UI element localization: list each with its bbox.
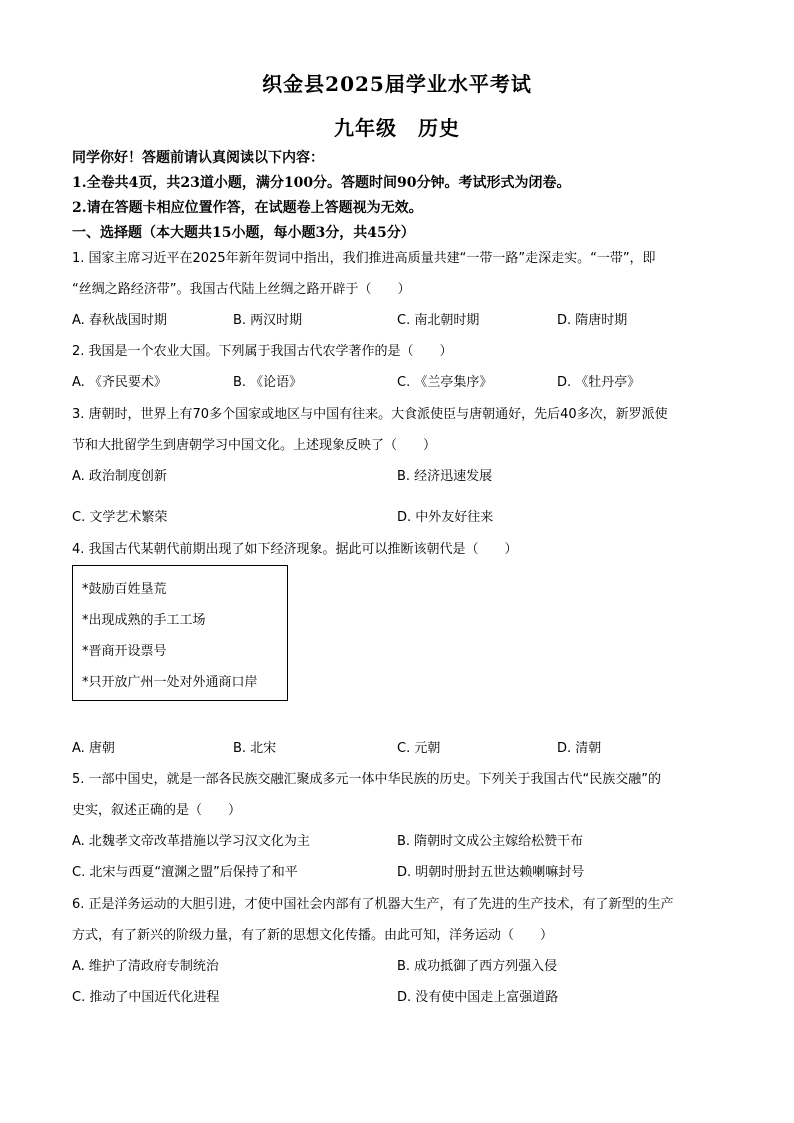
q4-option-d[interactable]: D. 清朝 <box>557 741 602 756</box>
notice-rule-1: 1.全卷共4页，共23道小题，满分100分。答题时间90分钟。考试形式为闭卷。 <box>72 175 571 191</box>
q6-option-c[interactable]: C. 推动了中国近代化进程 <box>72 990 220 1005</box>
q3-option-c[interactable]: C. 文学艺术繁荣 <box>72 510 168 525</box>
q4-material-box <box>72 565 288 701</box>
q4-material-item-1: *鼓励百姓垦荒 <box>82 582 167 597</box>
q4-option-a[interactable]: A. 唐朝 <box>72 741 115 756</box>
q1-option-d[interactable]: D. 隋唐时期 <box>557 313 628 328</box>
notice-greeting: 同学你好！答题前请认真阅读以下内容： <box>72 150 324 166</box>
question-1-line-1: 1. 国家主席习近平在2025年新年贺词中指出，我们推进高质量共建“一带一路”走深走实。“一带”，即 <box>72 251 656 266</box>
question-6-line-2: 方式，有了新兴的阶级力量，有了新的思想文化传播。由此可知，洋务运动（ ） <box>72 928 554 943</box>
exam-title: 织金县2025届学业水平考试 <box>262 72 532 96</box>
q3-option-b[interactable]: B. 经济迅速发展 <box>397 469 493 484</box>
q2-option-a[interactable]: A. 《齐民要术》 <box>72 375 167 390</box>
q6-option-a[interactable]: A. 维护了清政府专制统治 <box>72 959 219 974</box>
q6-option-b[interactable]: B. 成功抵御了西方列强入侵 <box>397 959 558 974</box>
q1-option-b[interactable]: B. 两汉时期 <box>233 313 303 328</box>
question-3-line-2: 节和大批留学生到唐朝学习中国文化。上述现象反映了（ ） <box>72 438 437 453</box>
question-1-line-2: “丝绸之路经济带”。我国古代陆上丝绸之路开辟于（ ） <box>72 282 411 297</box>
question-2-line-1: 2. 我国是一个农业大国。下列属于我国古代农学著作的是（ ） <box>72 344 453 359</box>
q5-option-a[interactable]: A. 北魏孝文帝改革措施以学习汉文化为主 <box>72 834 310 849</box>
question-4-line-1: 4. 我国古代某朝代前期出现了如下经济现象。据此可以推断该朝代是（ ） <box>72 542 518 557</box>
q4-option-c[interactable]: C. 元朝 <box>397 741 441 756</box>
q4-material-item-2: *出现成熟的手工工场 <box>82 613 206 628</box>
q6-option-d[interactable]: D. 没有使中国走上富强道路 <box>397 990 559 1005</box>
exam-subtitle: 九年级 历史 <box>334 116 460 140</box>
question-5-line-1: 5. 一部中国史，就是一部各民族交融汇聚成多元一体中华民族的历史。下列关于我国古代“民族交融”的 <box>72 772 662 787</box>
section-heading: 一、选择题（本大题共15小题，每小题3分，共45分） <box>72 225 415 241</box>
q2-option-d[interactable]: D. 《牡丹亭》 <box>557 375 641 390</box>
question-6-line-1: 6. 正是洋务运动的大胆引进，才使中国社会内部有了机器大生产，有了先进的生产技术，有了新型的生产 <box>72 897 674 912</box>
q4-material-item-3: *晋商开设票号 <box>82 644 167 659</box>
notice-rule-2: 2.请在答题卡相应位置作答，在试题卷上答题视为无效。 <box>72 200 423 216</box>
q1-option-c[interactable]: C. 南北朝时期 <box>397 313 480 328</box>
question-3-line-1: 3. 唐朝时，世界上有70多个国家或地区与中国有往来。大食派使臣与唐朝通好，先后40多次，新罗派使 <box>72 407 668 422</box>
q1-option-a[interactable]: A. 春秋战国时期 <box>72 313 167 328</box>
q4-option-b[interactable]: B. 北宋 <box>233 741 277 756</box>
q3-option-d[interactable]: D. 中外友好往来 <box>397 510 494 525</box>
q3-option-a[interactable]: A. 政治制度创新 <box>72 469 167 484</box>
q5-option-c[interactable]: C. 北宋与西夏“澶渊之盟”后保持了和平 <box>72 865 298 880</box>
q2-option-c[interactable]: C. 《兰亭集序》 <box>397 375 493 390</box>
q5-option-b[interactable]: B. 隋朝时文成公主嫁给松赞干布 <box>397 834 584 849</box>
q2-option-b[interactable]: B. 《论语》 <box>233 375 303 390</box>
q5-option-d[interactable]: D. 明朝时册封五世达赖喇嘛封号 <box>397 865 585 880</box>
q4-material-item-4: *只开放广州一处对外通商口岸 <box>82 675 258 690</box>
question-5-line-2: 史实，叙述正确的是（ ） <box>72 803 242 818</box>
